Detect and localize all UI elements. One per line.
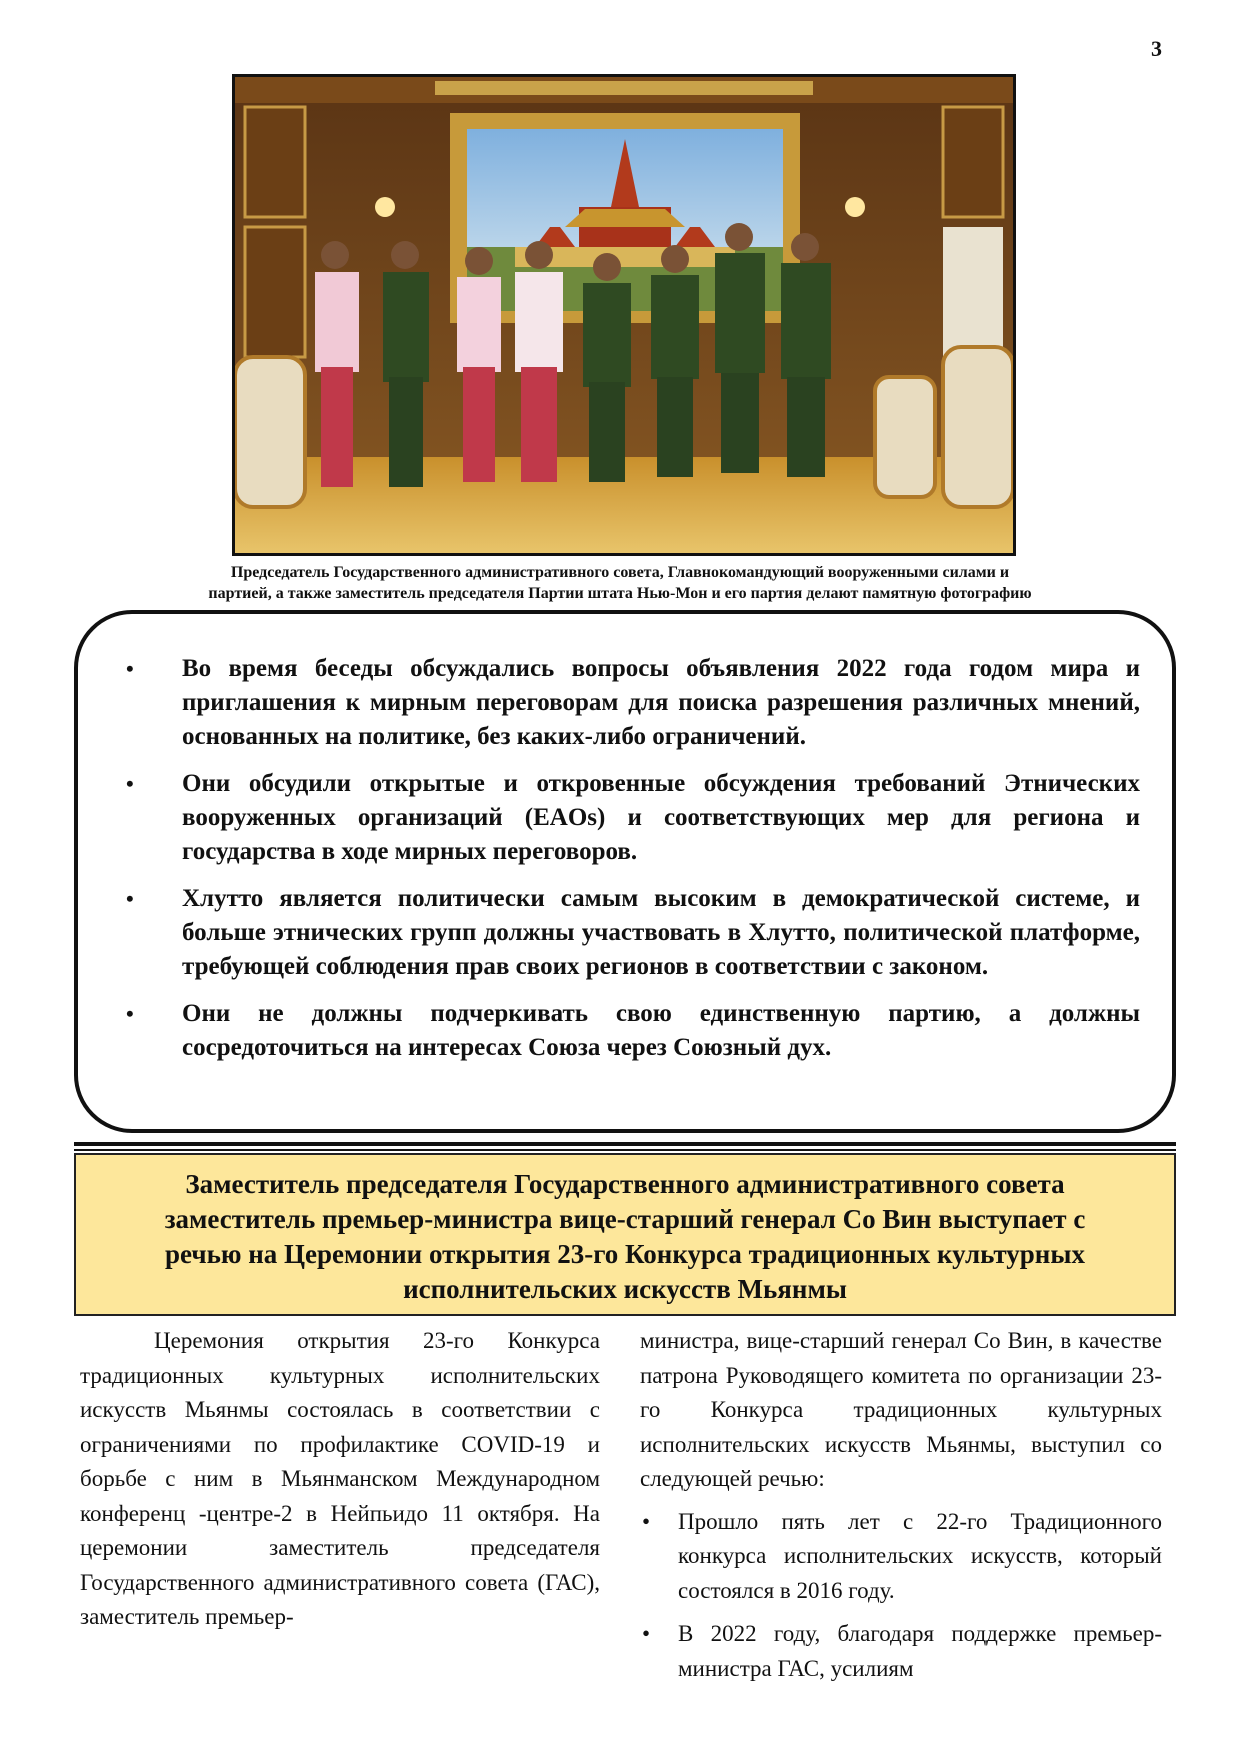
photo-caption bbox=[70, 562, 1170, 604]
headline-line-2: заместитель премьер-министра вице-старший генерал Со Вин выступает с bbox=[164, 1204, 1086, 1234]
article-column-left bbox=[80, 1324, 600, 1635]
summary-list bbox=[116, 652, 1140, 1065]
summary-item-2: • Они обсудили открытые и откровенные обсуждения требований Этнических вооруженных организаций (EAOs) и соответствующих мер для региона и государства в ходе мирных переговоров. bbox=[116, 767, 1140, 869]
summary-item-4: • Они не должны подчеркивать свою единственную партию, а должны сосредоточиться на интересах Союза через Союзный дух. bbox=[116, 997, 1140, 1065]
speech-point-1: • Прошло пять лет с 22-го Традиционного конкурса исполнительских искусств, который состоялся в 2016 году. bbox=[640, 1505, 1162, 1609]
speech-point-2: • В 2022 году, благодаря поддержке премьер-министра ГАС, усилиям bbox=[640, 1617, 1162, 1686]
article-paragraph-left: Церемония открытия 23-го Конкурса традиционных культурных исполнительских искусств Мьянмы состоялась в соответствии с ограничениями по профилактике COVID-19 и борьбе с ним в Мьянманском Международном конференц -центре-2 в Нейпьидо 11 октября. На церемонии заместитель председателя Государственного административного совета (ГАС), заместитель премьер- bbox=[80, 1328, 600, 1629]
group-photo-image bbox=[235, 77, 1013, 553]
headline-line-1: Заместитель председателя Государственного административного совета bbox=[185, 1169, 1065, 1199]
summary-item-1: • Во время беседы обсуждались вопросы объявления 2022 года годом мира и приглашения к мирным переговорам для поиска разрешения различных мнений, основанных на политике, без каких-либо ограничений. bbox=[116, 652, 1140, 754]
article-headline bbox=[74, 1153, 1176, 1316]
headline-line-3: речью на Церемонии открытия 23-го Конкурса традиционных культурных bbox=[165, 1239, 1085, 1269]
headline-line-4: исполнительских искусств Мьянмы bbox=[403, 1274, 847, 1304]
caption-line-2: партией, а также заместитель председателя Партии штата Нью-Мон и его партия делают памятную фотографию bbox=[208, 585, 1032, 602]
article-paragraph-right: министра, вице-старший генерал Со Вин, в качестве патрона Руководящего комитета по организации 23-го Конкурса традиционных культурных исполнительских искусств Мьянмы, выступил со следующей речью: bbox=[640, 1328, 1162, 1491]
divider-thin bbox=[74, 1149, 1176, 1151]
summary-box bbox=[74, 610, 1176, 1133]
caption-line-1: Председатель Государственного административного совета, Главнокомандующий вооруженными силами и bbox=[230, 564, 1010, 581]
group-photo bbox=[232, 74, 1016, 556]
page-number: 3 bbox=[1151, 36, 1162, 61]
summary-item-3: • Хлутто является политически самым высоким в демократической системе, и больше этнических групп должны участвовать в Хлутто, политической платформе, требующей соблюдения прав своих регионов в соответствии с законом. bbox=[116, 882, 1140, 984]
divider-thick bbox=[74, 1142, 1176, 1146]
speech-points-list bbox=[640, 1505, 1162, 1687]
article-column-right bbox=[640, 1324, 1162, 1695]
